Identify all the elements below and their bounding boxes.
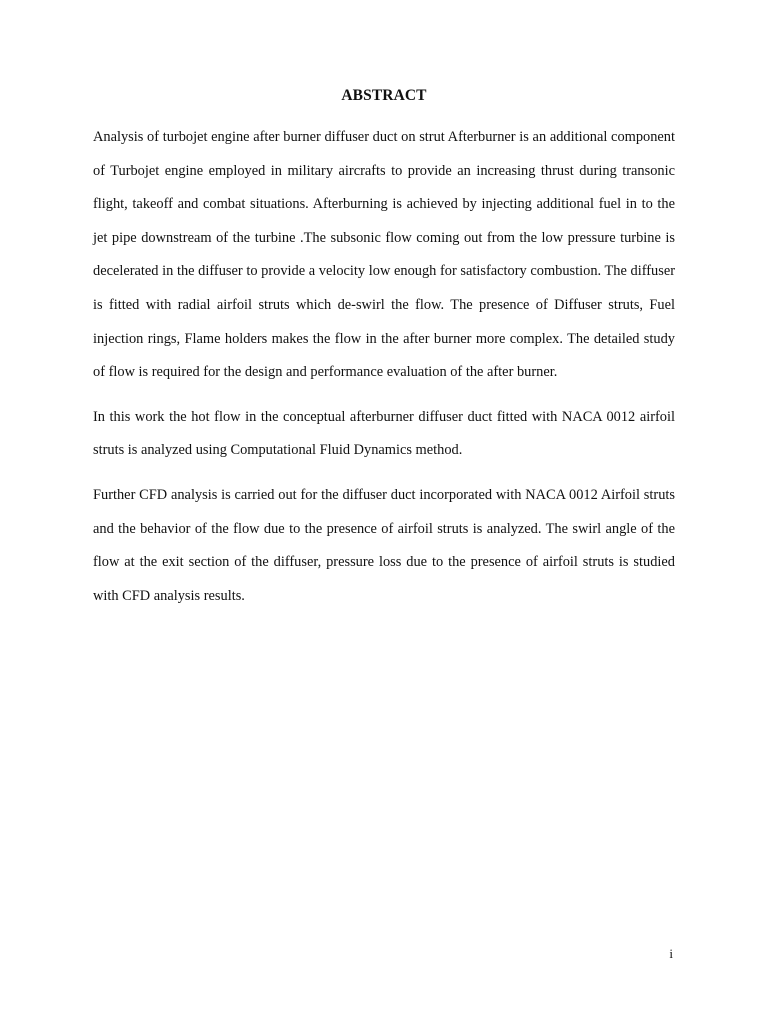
page-number: i <box>669 946 673 961</box>
abstract-paragraph-2: In this work the hot flow in the conceptual afterburner diffuser duct fitted with NACA 0012 airfoil struts is analyzed using Computational Fluid Dynamics method. <box>93 408 675 459</box>
page-title: ABSTRACT <box>341 87 427 104</box>
abstract-paragraph-1: Analysis of turbojet engine after burner diffuser duct on strut Afterburner is an additional component of Turbojet engine employed in military aircrafts to provide an increasing thrust during transonic flight, takeoff and combat situations. Afterburning is achieved by injecting additional fuel in to the jet pipe downstream of the turbine .The subsonic flow coming out from the low pressure turbine is decelerated in the diffuser to provide a velocity low enough for satisfactory combustion. The diffuser is fitted with radial airfoil struts which de-swirl the flow. The presence of Diffuser struts, Fuel injection rings, Flame holders makes the flow in the after burner more complex. The detailed study of flow is required for the design and performance evaluation of the after burner. <box>93 129 675 381</box>
abstract-paragraph-3: Further CFD analysis is carried out for the diffuser duct incorporated with NACA 0012 Airfoil struts and the behavior of the flow due to the presence of airfoil struts is analyzed. The swirl angle of the flow at the exit section of the diffuser, pressure loss due to the presence of airfoil struts is studied with CFD analysis results. <box>93 486 675 604</box>
abstract-body <box>93 121 675 613</box>
